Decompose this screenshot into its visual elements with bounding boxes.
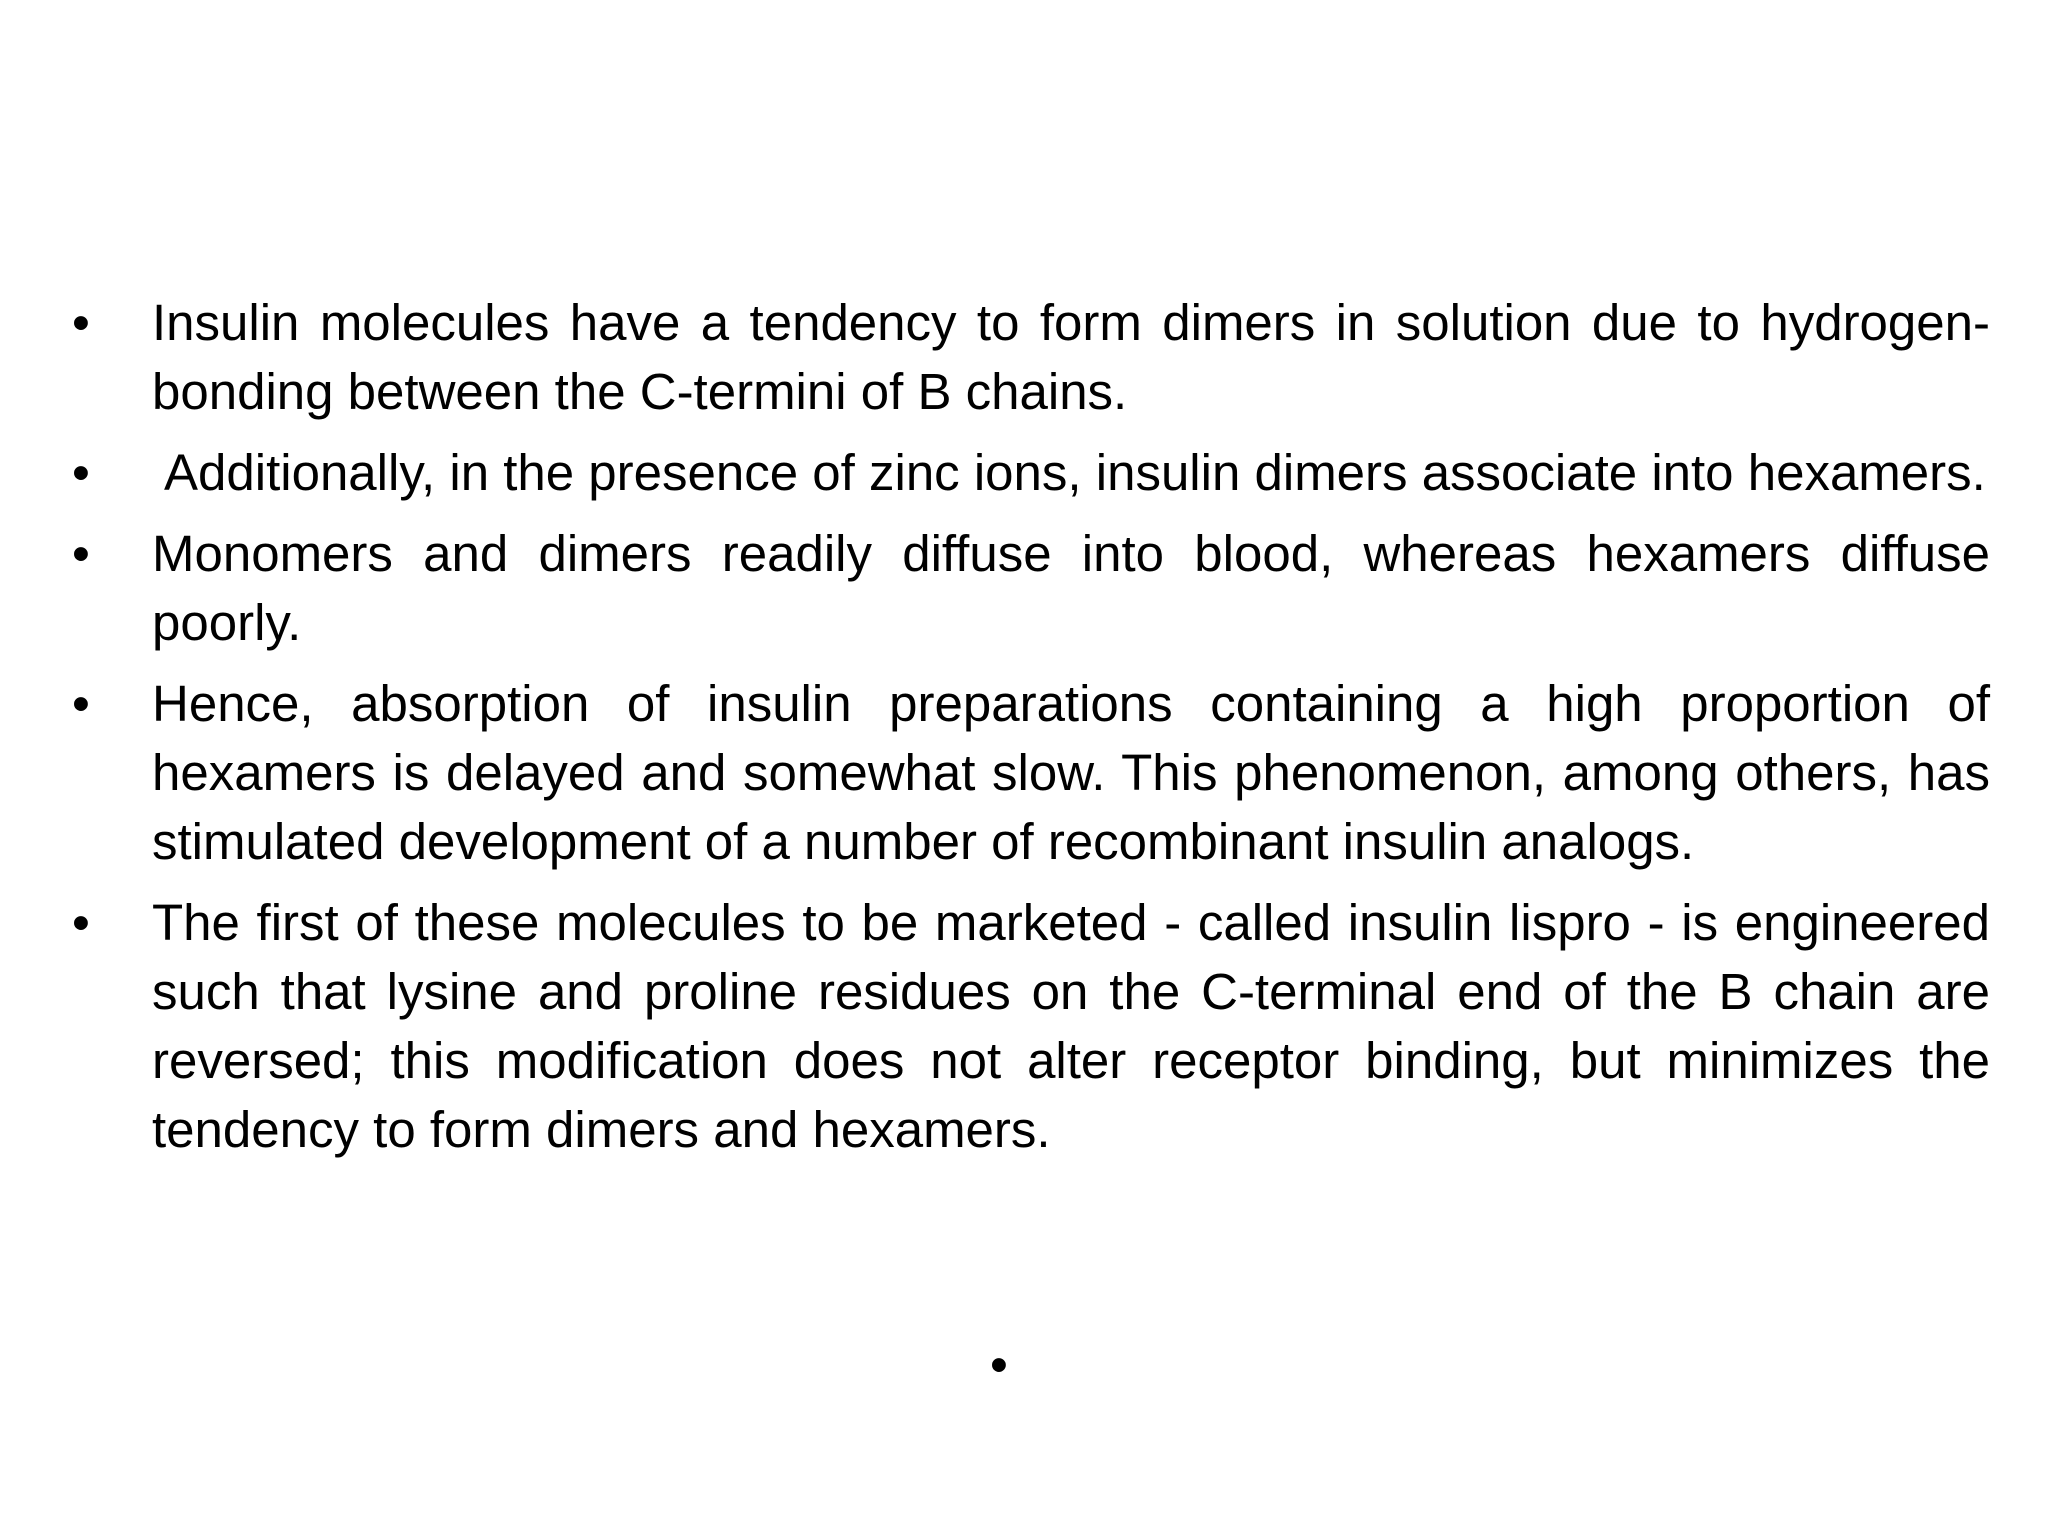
bullet-item — [70, 288, 1990, 426]
bullet-marker: • — [72, 894, 90, 951]
bullet-item — [70, 888, 1990, 1164]
bullet-text: Additionally, in the presence of zinc ions, insulin dimers associate into hexamers. — [164, 444, 1986, 501]
bullet-list — [70, 288, 1990, 1176]
bullet-text: The first of these molecules to be marketed - called insulin lispro - is engineered such that lysine and proline residues on the C-terminal end of the B chain are reversed; this modification does not alter receptor binding, but minimizes the tendency to form dimers and hexamers. — [152, 894, 1990, 1158]
bullet-item — [70, 669, 1990, 876]
bullet-marker: • — [72, 444, 90, 501]
bullet-item — [70, 519, 1990, 657]
bullet-marker: • — [72, 675, 90, 732]
bullet-text: Hence, absorption of insulin preparations containing a high proportion of hexamers is delayed and somewhat slow. This phenomenon, among others, has stimulated development of a number of recombinant insulin analogs. — [152, 675, 1990, 870]
bullet-text: Monomers and dimers readily diffuse into blood, whereas hexamers diffuse poorly. — [152, 525, 1990, 651]
bullet-text: Insulin molecules have a tendency to form dimers in solution due to hydrogen-bonding between the C-termini of B chains. — [152, 294, 1990, 420]
bullet-item — [70, 438, 1990, 507]
bullet-marker: • — [72, 294, 90, 351]
empty-bullet-marker: • — [990, 1336, 1008, 1393]
bullet-marker: • — [72, 525, 90, 582]
